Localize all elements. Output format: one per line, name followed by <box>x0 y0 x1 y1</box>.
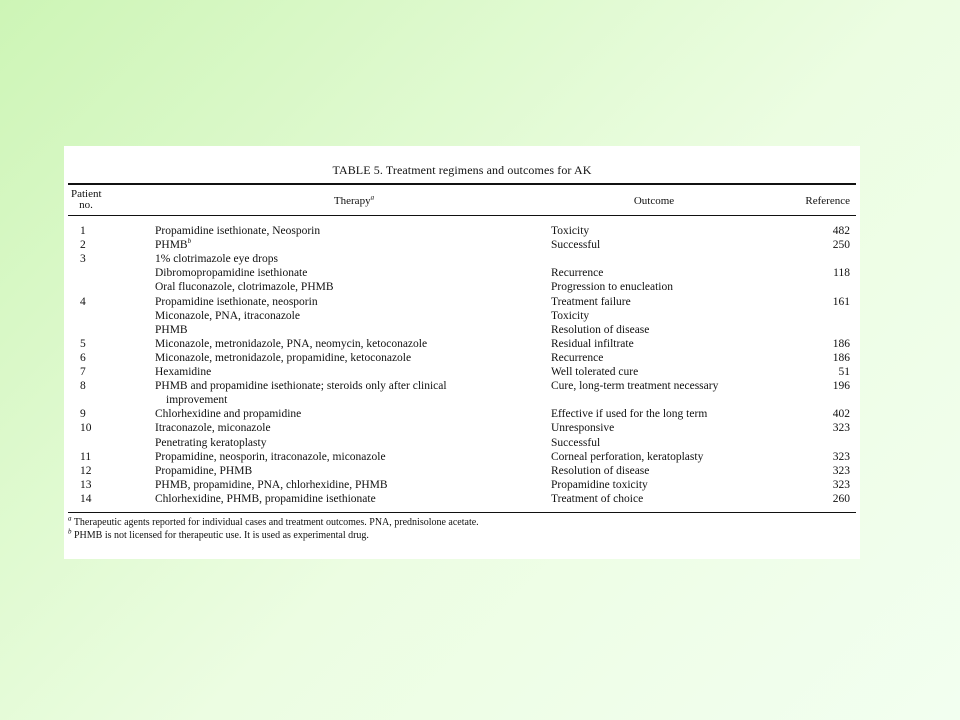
cell-therapy: Propamidine, PHMB <box>155 464 253 477</box>
cell-reference: 323 <box>832 422 850 435</box>
cell-outcome: Toxicity <box>551 309 590 322</box>
header-patient-no-line2: no. <box>79 199 93 211</box>
cell-reference: 186 <box>832 337 850 350</box>
cell-therapy: Itraconazole, miconazole <box>155 422 271 435</box>
header-reference: Reference <box>805 195 850 207</box>
cell-outcome: Treatment of choice <box>551 492 644 505</box>
cell-outcome: Unresponsive <box>551 422 615 435</box>
header-rule <box>68 215 856 216</box>
cell-reference: 250 <box>832 239 850 252</box>
cell-therapy: Miconazole, PNA, itraconazole <box>155 309 300 322</box>
footnote-b <box>68 527 369 542</box>
cell-therapy-text: PHMB <box>155 239 188 252</box>
cell-patient-no: 6 <box>80 351 86 364</box>
cell-outcome: Treatment failure <box>551 295 631 308</box>
cell-therapy: Propamidine isethionate, Neosporin <box>155 225 321 237</box>
cell-outcome: Recurrence <box>551 351 604 364</box>
cell-patient-no: 5 <box>80 337 86 350</box>
footnote-a <box>68 514 479 529</box>
header-therapy-label: Therapy <box>333 195 371 207</box>
cell-reference: 323 <box>832 464 850 477</box>
cell-reference: 161 <box>832 295 850 308</box>
table-title: TABLE 5. Treatment regimens and outcomes for AK <box>332 163 592 177</box>
cell-outcome: Corneal perforation, keratoplasty <box>551 450 704 463</box>
header-therapy-footnote-mark: a <box>370 193 375 202</box>
cell-outcome: Effective if used for the long term <box>551 408 708 421</box>
cell-outcome: Cure, long-term treatment necessary <box>551 380 719 393</box>
cell-patient-no: 7 <box>80 366 86 378</box>
cell-therapy: Chlorhexidine and propamidine <box>155 408 302 421</box>
footnote-a-mark: a <box>68 514 72 523</box>
cell-therapy-footnote-mark: b <box>187 237 192 246</box>
cell-therapy: PHMB, propamidine, PNA, chlorhexidine, PHMB <box>155 478 388 491</box>
cell-outcome: Recurrence <box>551 267 604 280</box>
bottom-rule <box>68 512 856 513</box>
cell-reference: 196 <box>832 380 850 393</box>
cell-patient-no: 13 <box>80 478 92 491</box>
cell-therapy <box>155 238 191 252</box>
cell-outcome: Resolution of disease <box>551 323 650 336</box>
footnote-a-text: Therapeutic agents reported for individual cases and treatment outcomes. PNA, prednisolone acetate. <box>71 517 479 528</box>
cell-patient-no: 4 <box>80 295 86 308</box>
cell-therapy: improvement <box>166 394 228 407</box>
cell-outcome: Successful <box>551 239 601 252</box>
cell-therapy: Hexamidine <box>155 366 212 378</box>
cell-patient-no: 2 <box>80 239 86 252</box>
cell-patient-no: 8 <box>80 380 86 393</box>
cell-outcome: Well tolerated cure <box>551 366 639 378</box>
top-rule <box>68 183 856 185</box>
cell-outcome: Successful <box>551 436 601 449</box>
cell-outcome: Resolution of disease <box>551 464 650 477</box>
cell-therapy: Chlorhexidine, PHMB, propamidine isethionate <box>155 492 376 505</box>
cell-therapy: Penetrating keratoplasty <box>155 436 267 449</box>
cell-patient-no: 3 <box>80 253 86 266</box>
cell-patient-no: 1 <box>80 225 86 237</box>
cell-outcome: Propamidine toxicity <box>551 478 648 491</box>
cell-therapy: 1% clotrimazole eye drops <box>155 253 278 266</box>
cell-outcome: Toxicity <box>551 225 590 237</box>
cell-reference: 482 <box>832 225 850 237</box>
header-patient-no-line1: Patient <box>71 188 102 200</box>
cell-therapy: Propamidine, neosporin, itraconazole, miconazole <box>155 450 386 463</box>
cell-therapy: Oral fluconazole, clotrimazole, PHMB <box>155 281 334 294</box>
cell-reference: 186 <box>832 351 850 364</box>
cell-therapy: Propamidine isethionate, neosporin <box>155 295 318 308</box>
header-therapy <box>304 193 404 207</box>
cell-reference: 323 <box>832 450 850 463</box>
cell-therapy: PHMB and propamidine isethionate; steroids only after clinical <box>155 380 447 393</box>
cell-reference: 260 <box>832 492 850 505</box>
footnote-b-text: PHMB is not licensed for therapeutic use. It is used as experimental drug. <box>71 530 369 541</box>
cell-therapy: Dibromopropamidine isethionate <box>155 267 308 280</box>
footnote-b-mark: b <box>68 527 72 536</box>
cell-outcome: Residual infiltrate <box>551 337 634 350</box>
cell-patient-no: 10 <box>80 422 92 435</box>
cell-patient-no: 14 <box>80 492 92 505</box>
header-outcome: Outcome <box>633 195 675 207</box>
cell-therapy: Miconazole, metronidazole, propamidine, ketoconazole <box>155 351 412 364</box>
cell-outcome: Progression to enucleation <box>551 281 674 294</box>
cell-therapy: Miconazole, metronidazole, PNA, neomycin, ketoconazole <box>155 337 428 350</box>
cell-reference: 402 <box>832 408 850 421</box>
cell-reference: 118 <box>833 267 850 280</box>
header-patient-no <box>71 189 101 211</box>
cell-reference: 323 <box>832 478 850 491</box>
cell-patient-no: 11 <box>80 450 92 463</box>
cell-therapy: PHMB <box>155 323 188 336</box>
cell-reference: 51 <box>838 366 850 378</box>
cell-patient-no: 12 <box>80 464 92 477</box>
cell-patient-no: 9 <box>80 408 86 421</box>
table-panel <box>64 146 860 559</box>
